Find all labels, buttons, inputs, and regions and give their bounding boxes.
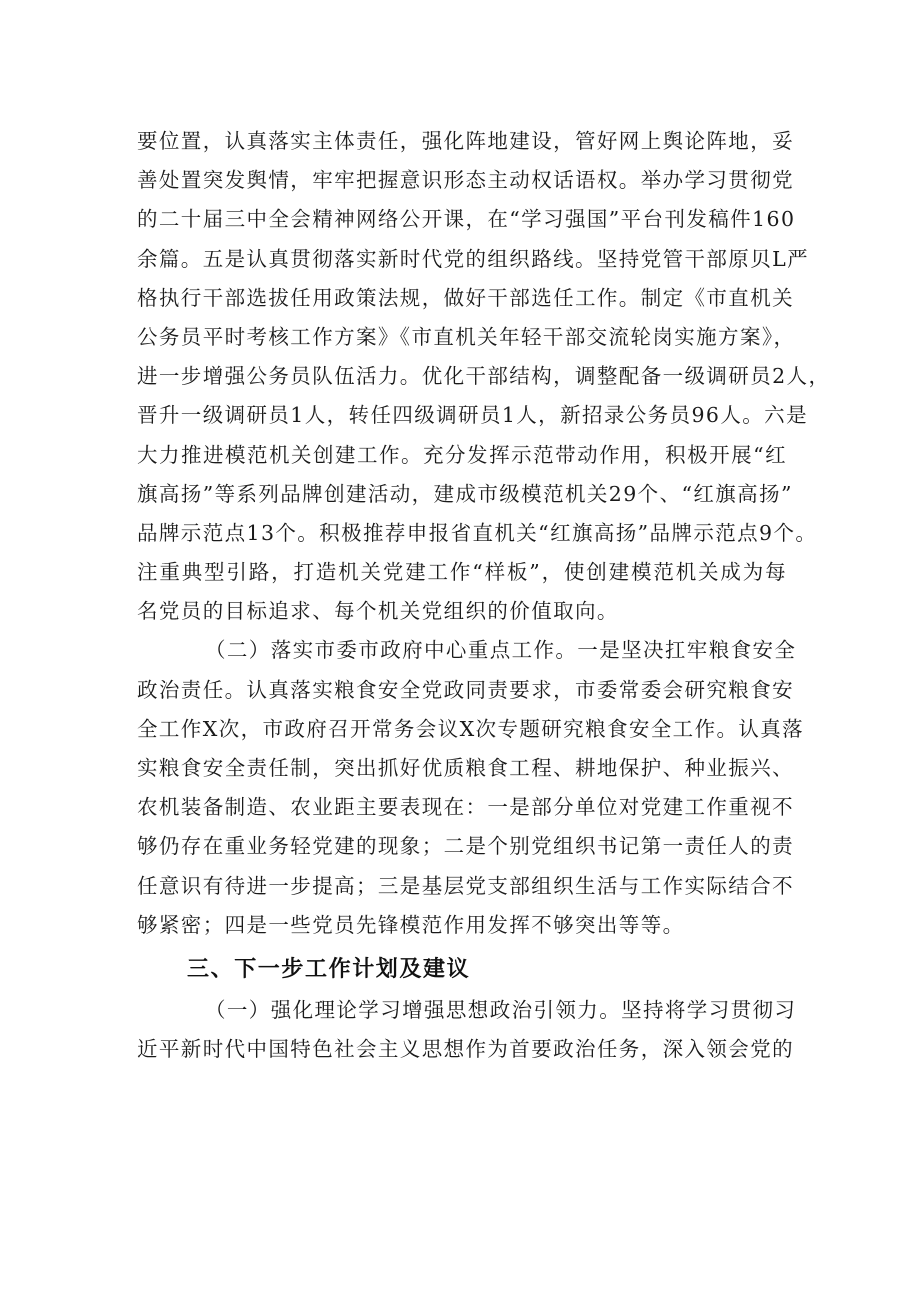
text-line: 够仍存在重业务轻党建的现象；二是个别党组织书记第一责任人的责 [137, 834, 794, 859]
text-line: 实粮食安全责任制，突出抓好优质粮食工程、耕地保护、种业振兴、 [137, 756, 794, 780]
text-line: 够紧密；四是一些党员先锋模范作用发挥不够突出等等。 [137, 912, 685, 937]
text-line: （二）落实市委市政府中心重点工作。一是坚决扛牢粮食安全 [205, 638, 797, 663]
paragraph-central-work [137, 631, 805, 945]
text-line: 进一步增强公务员队伍活力。优化干部结构，调整配备一级调研员2人， [137, 364, 831, 389]
text-line: 大力推进模范机关创建工作。充分发挥示范带动作用，积极开展“红 [137, 442, 787, 467]
text-line: 注重典型引路，打造机关党建工作“样板”，使创建模范机关成为每 [137, 560, 787, 585]
text-line: 要位置，认真落实主体责任，强化阵地建设，管好网上舆论阵地，妥 [137, 129, 794, 153]
text-line: 任意识有待进一步提高；三是基层党支部组织生活与工作实际结合不 [137, 873, 794, 898]
text-line: 全工作X次，市政府召开常务会议X次专题研究粮食安全工作。认真落 [137, 716, 805, 741]
text-line: 晋升一级调研员1人，转任四级调研员1人，新招录公务员96人。六是 [137, 403, 808, 428]
text-line: 名党员的目标追求、每个机关党组织的价值取向。 [137, 599, 619, 624]
text-line: 的二十届三中全会精神网络公开课，在“学习强国”平台刊发稿件160 [137, 207, 796, 232]
document-body [137, 122, 831, 1069]
paragraph-party-building-continued [137, 122, 831, 631]
text-line: 公务员平时考核工作方案》《市直机关年轻干部交流轮岗实施方案》， [137, 324, 796, 349]
paragraph-theory-study [137, 991, 797, 1069]
text-line: 格执行干部选拔任用政策法规，做好干部选任工作。制定《市直机关 [137, 285, 794, 310]
text-line: 旗高扬”等系列品牌创建活动，建成市级模范机关29个、“红旗高扬” [137, 481, 793, 506]
section-heading: 三、下一步工作计划及建议 [187, 956, 471, 982]
text-line: 近平新时代中国特色社会主义思想作为首要政治任务，深入领会党的 [137, 1037, 794, 1062]
text-line: 政治责任。认真落实粮食安全党政同责要求，市委常委会研究粮食安 [137, 677, 794, 702]
text-line: 余篇。五是认真贯彻落实新时代党的组织路线。坚持党管干部原贝L严 [137, 246, 810, 271]
text-line: （一）强化理论学习增强思想政治引领力。坚持将学习贯彻习 [205, 997, 797, 1022]
text-line: 品牌示范点13个。积极推荐申报省直机关“红旗高扬”品牌示范点9个。 [137, 520, 818, 545]
text-line: 善处置突发舆情，牢牢把握意识形态主动权话语权。举办学习贯彻党 [137, 168, 794, 193]
text-line: 农机装备制造、农业距主要表现在：一是部分单位对党建工作重视不 [137, 795, 794, 820]
